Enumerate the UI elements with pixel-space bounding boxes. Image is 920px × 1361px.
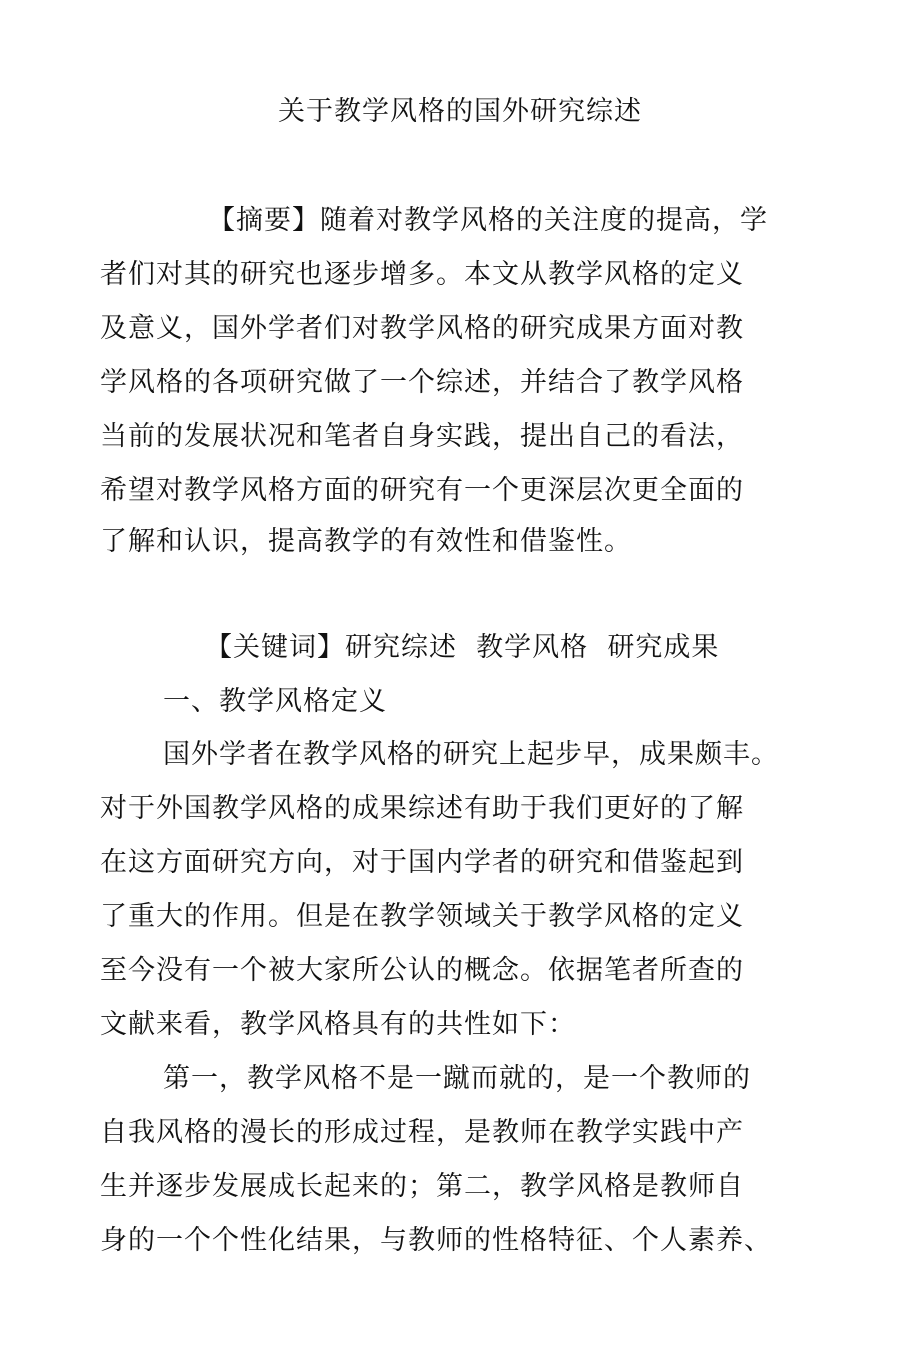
body-line: 对于外国教学风格的成果综述有助于我们更好的了解 [100, 793, 744, 824]
abstract-line: 了解和认识，提高教学的有效性和借鉴性。 [100, 526, 632, 557]
body-line: 了重大的作用。但是在教学领域关于教学风格的定义 [100, 901, 744, 932]
abstract-line: 【摘要】随着对教学风格的关注度的提高，学 [208, 205, 768, 236]
body-line: 文献来看，教学风格具有的共性如下： [100, 1009, 576, 1040]
abstract-line: 及意义，国外学者们对教学风格的研究成果方面对教 [100, 313, 744, 344]
body-line: 自我风格的漫长的形成过程，是教师在教学实践中产 [100, 1117, 744, 1148]
body-line: 在这方面研究方向，对于国内学者的研究和借鉴起到 [100, 847, 744, 878]
keywords: 【关键词】研究综述 教学风格 研究成果 [205, 632, 720, 663]
body-line: 生并逐步发展成长起来的；第二，教学风格是教师自 [100, 1171, 744, 1202]
body-line: 至今没有一个被大家所公认的概念。依据笔者所查的 [100, 955, 744, 986]
abstract-line: 当前的发展状况和笔者自身实践，提出自己的看法， [100, 421, 744, 452]
body-line: 身的一个个性化结果，与教师的性格特征、个人素养、 [100, 1225, 772, 1256]
abstract-line: 希望对教学风格方面的研究有一个更深层次更全面的 [100, 475, 744, 506]
body-line: 国外学者在教学风格的研究上起步早，成果颇丰。 [163, 739, 779, 770]
abstract-line: 学风格的各项研究做了一个综述，并结合了教学风格 [100, 367, 744, 398]
abstract-line: 者们对其的研究也逐步增多。本文从教学风格的定义 [100, 259, 744, 290]
section-heading: 一、教学风格定义 [163, 686, 387, 717]
document-title: 关于教学风格的国外研究综述 [278, 96, 642, 127]
body-line: 第一，教学风格不是一蹴而就的，是一个教师的 [163, 1063, 751, 1094]
